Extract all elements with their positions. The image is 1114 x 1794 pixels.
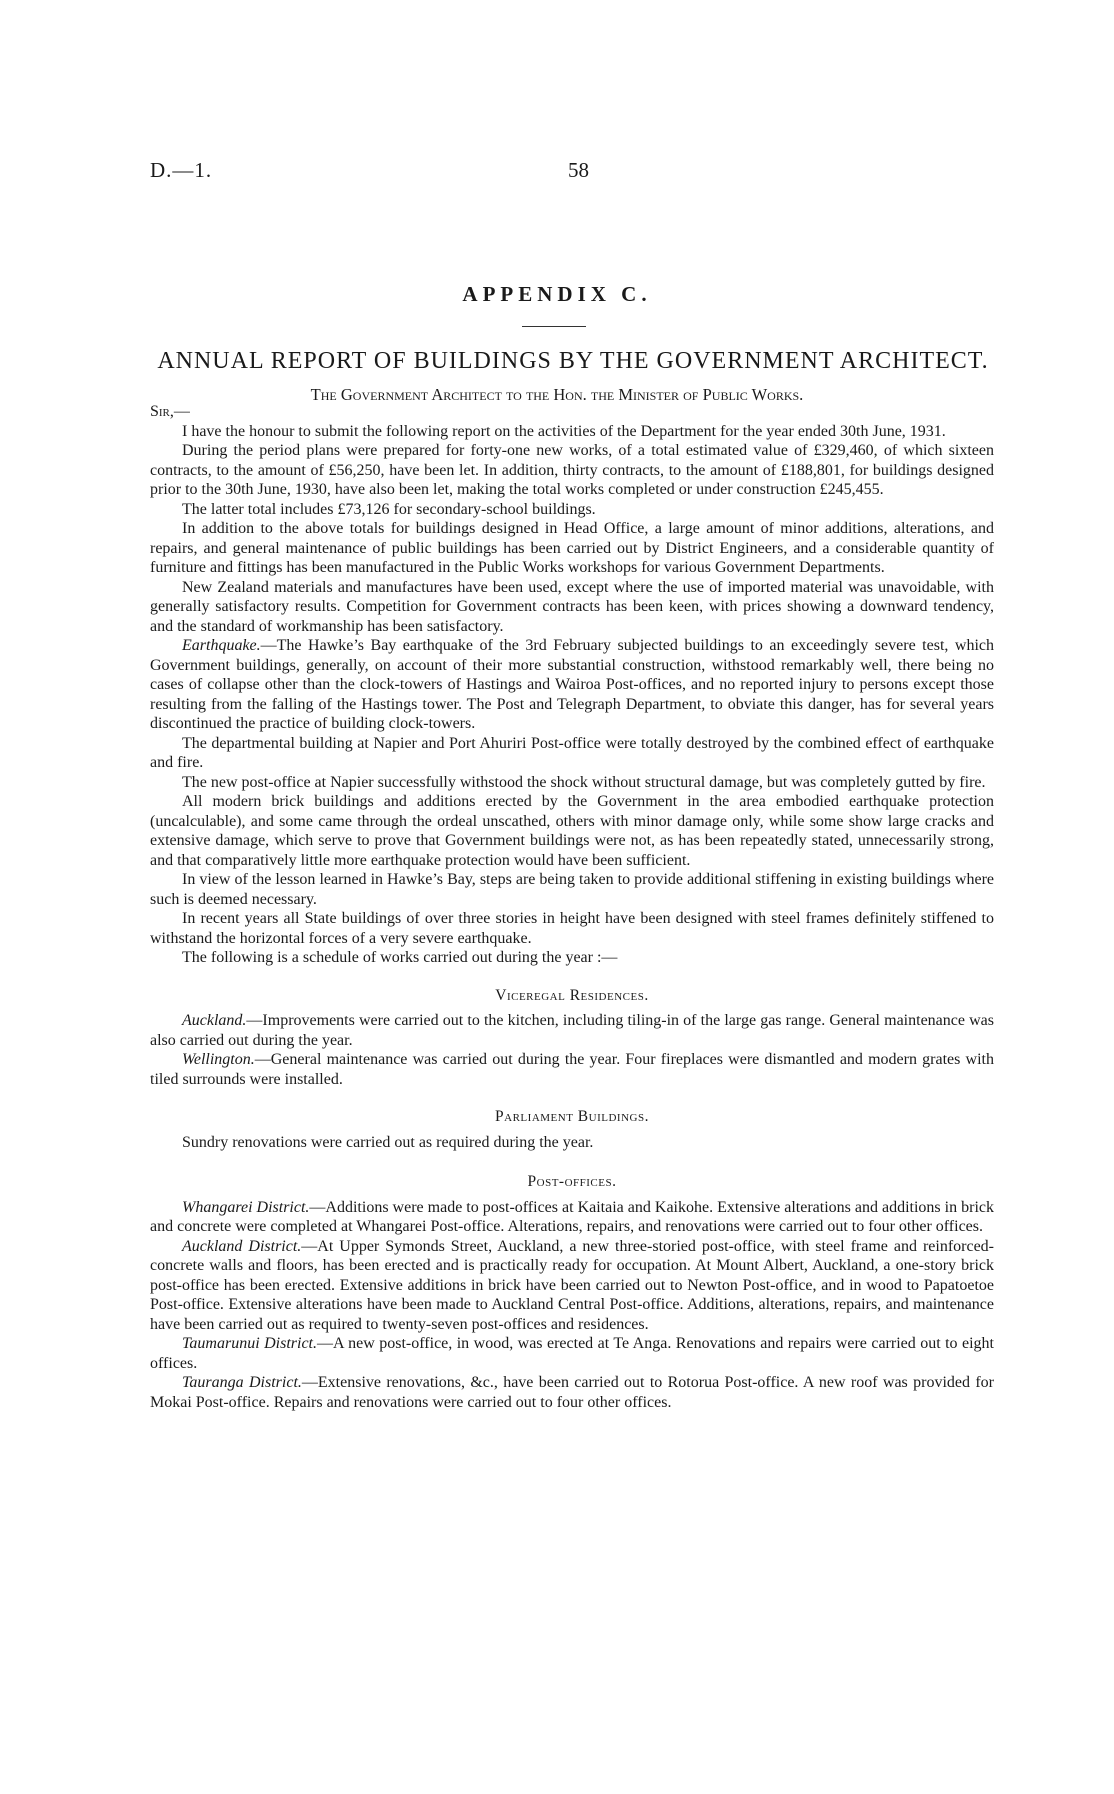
heading-parliament-buildings: Parliament Buildings. bbox=[495, 1108, 649, 1125]
tauranga-text: —Extensive renovations, &c., have been carried out to Rotorua Post-office. A new roof was provided for Mokai Post-office. Repairs and renovations were carried out to four other offices. bbox=[150, 1374, 995, 1411]
paragraph-viceregal-auckland bbox=[150, 1011, 994, 1050]
report-title: ANNUAL REPORT OF BUILDINGS BY THE GOVERNMENT ARCHITECT. bbox=[157, 348, 989, 374]
appendix-label: APPENDIX C. bbox=[462, 282, 652, 306]
auckland-district-text: —At Upper Symonds Street, Auckland, a new three-storied post-office, with steel frame and reinforced-concrete walls and floors, has been erected and is practically ready for occupation. At Mount Albert, Auckland, a one-story brick post-office has been erected. Extensive additions in brick have been carried out to Newton Post-office, and in wood to Papatoetoe Post-office. Extensive alterations have been made to Auckland Central Post-office. Additions, alterations, repairs, and maintenance have been carried out as required to twenty-seven post-offices and residences. bbox=[150, 1237, 995, 1333]
earthquake-text: —The Hawke’s Bay earthquake of the 3rd February subjected buildings to an exceedingly severe test, which Government buildings, generally, on account of their more substantial construction, withstood remarkably well, there being no cases of collapse other than the clock-towers of Hastings and Wairoa Post-offices, and no reported injury to persons except those resulting from the falling of the Hastings tower. The Post and Telegraph Department, to obviate this danger, has for several years discontinued the practice of building clock-towers. bbox=[150, 637, 994, 732]
viceregal-auckland-lead: Auckland. bbox=[182, 1012, 247, 1029]
taumarunui-text: —A new post-office, in wood, was erected at Te Anga. Renovations and repairs were carried out to eight offices. bbox=[150, 1335, 995, 1372]
paragraph-parliament: Sundry renovations were carried out as required during the year. bbox=[182, 1133, 594, 1151]
paragraph-stiffening: In view of the lesson learned in Hawke’s Bay, steps are being taken to provide additional stiffening in existing buildings where such is deemed necessary. bbox=[150, 871, 994, 908]
viceregal-wellington-text: —General maintenance was carried out during the year. Four fireplaces were dismantled and modern grates with tiled surrounds were installed. bbox=[150, 1051, 994, 1088]
viceregal-auckland-text: —Improvements were carried out to the kitchen, including tiling-in of the large gas range. General maintenance was also carried out during the year. bbox=[150, 1012, 994, 1049]
paragraph-earthquake bbox=[150, 636, 994, 734]
paragraph-taumarunui bbox=[150, 1334, 994, 1373]
paragraph-whangarei bbox=[150, 1198, 994, 1237]
page-header bbox=[0, 158, 1114, 190]
paragraph-auckland-district bbox=[150, 1237, 994, 1335]
title-rule bbox=[522, 326, 586, 327]
paragraph-steel-frames: In recent years all State buildings of over three stories in height have been designed with steel frames definitely stiffened to withstand the horizontal forces of a very severe earthquake. bbox=[150, 910, 994, 947]
paragraph-brick-buildings: All modern brick buildings and additions erected by the Government in the area embodied earthquake protection (uncalculable), and some came through the ordeal unscathed, others with minor damage only, while some show large cracks and extensive damage, which serve to prove that Government buildings were not, as has been repeatedly stated, unnecessarily strong, and that comparatively little more earthquake protection would have been sufficient. bbox=[150, 793, 994, 869]
paragraph-viceregal-wellington bbox=[150, 1050, 994, 1089]
paragraph-materials: New Zealand materials and manufactures have been used, except where the use of imported material was unavoidable, with generally satisfactory results. Competition for Government contracts has been keen, with prices showing a downward tendency, and the standard of workmanship has been satisfactory. bbox=[150, 578, 994, 635]
whangarei-text: —Additions were made to post-offices at Kaitaia and Kaikohe. Extensive alterations and additions in brick and concrete were completed at Whangarei Post-office. Alterations, repairs, and renovations were carried out to four other offices. bbox=[150, 1198, 995, 1235]
paragraph-secondary-schools: The latter total includes £73,126 for secondary-school buildings. bbox=[182, 500, 596, 518]
paragraph-napier-post-office: The new post-office at Napier successfully withstood the shock without structural damage, but was completely gutted by fire. bbox=[182, 773, 986, 791]
paragraph-schedule-intro: The following is a schedule of works carried out during the year :— bbox=[182, 949, 618, 966]
earthquake-lead: Earthquake. bbox=[182, 637, 261, 654]
paragraph-plans: During the period plans were prepared for forty-one new works, of a total estimated value of £329,460, of which sixteen contracts, to the amount of £56,250, have been let. In addition, thirty contracts, to the amount of £188,801, for buildings designed prior to the 30th June, 1930, have also been let, making the total works completed or under construction £245,455. bbox=[150, 442, 994, 498]
paragraph-intro: I have the honour to submit the following report on the activities of the Department for the year ended 30th June, 1931. bbox=[182, 422, 946, 440]
heading-viceregal-residences: Viceregal Residences. bbox=[495, 986, 649, 1004]
tauranga-lead: Tauranga District. bbox=[182, 1374, 302, 1391]
report-body bbox=[150, 402, 994, 1412]
heading-post-offices: Post-offices. bbox=[527, 1173, 617, 1190]
paragraph-minor-works: In addition to the above totals for buildings designed in Head Office, a large amount of minor additions, alterations, and repairs, and general maintenance of public buildings has been carried out by District Engineers, and a considerable quantity of furniture and fittings has been manufactured in the Public Works workshops for various Government Departments. bbox=[150, 520, 994, 576]
viceregal-wellington-lead: Wellington. bbox=[182, 1051, 255, 1068]
whangarei-lead: Whangarei District. bbox=[182, 1198, 310, 1216]
paragraph-napier-destroyed: The departmental building at Napier and Port Ahuriri Post-office were totally destroyed by the combined effect of earthquake and fire. bbox=[150, 734, 994, 771]
document-reference: D.—1. bbox=[150, 158, 213, 182]
taumarunui-lead: Taumarunui District. bbox=[182, 1335, 318, 1352]
report-subtitle: The Government Architect to the Hon. the Minister of Public Works. bbox=[310, 385, 804, 404]
paragraph-tauranga bbox=[150, 1373, 994, 1412]
auckland-district-lead: Auckland District. bbox=[182, 1237, 302, 1255]
page-number: 58 bbox=[568, 158, 589, 182]
salutation: Sir,— bbox=[150, 403, 190, 420]
